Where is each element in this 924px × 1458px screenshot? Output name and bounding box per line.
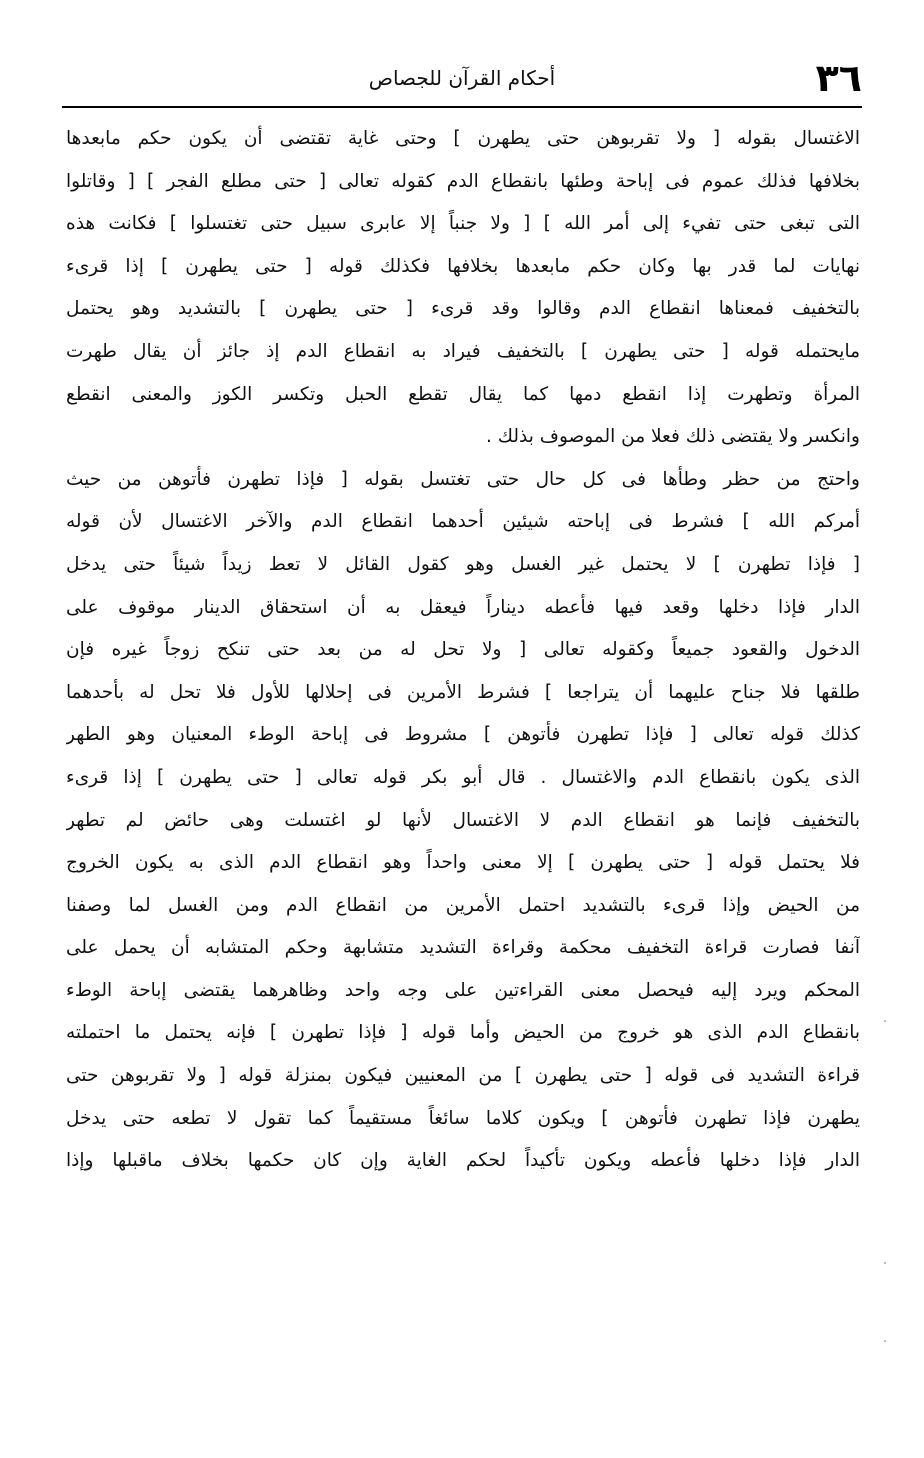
page-header (62, 58, 862, 106)
text-line: الذى يكون بانقطاع الدم والاغتسال . قال أبو بكر قوله تعالى [ حتى يطهرن ] إذا قرىء (66, 766, 860, 788)
text-line: الاغتسال بقوله [ ولا تقربوهن حتى يطهرن ] وحتى غاية تقتضى أن يكون حكم مابعدها (66, 128, 860, 149)
text-line: فلا يحتمل قوله [ حتى يطهرن ] إلا معنى واحداً وهو انقطاع الدم الذى به يكون الخروج (66, 852, 860, 874)
text-line: بانقطاع الدم الذى هو خروج من الحيض وأما قوله [ فإذا تطهرن ] فإنه يحتمل ما احتملته (66, 1022, 860, 1044)
text-line: بالتخفيف فمعناها انقطاع الدم وقالوا وقد قرىء [ حتى يطهرن ] بالتشديد وهو يحتمل (66, 298, 860, 320)
text-line: من الحيض وإذا قرىء بالتشديد احتمل الأمرين من انقطاع الدم ومن الغسل لما وصفنا (66, 894, 860, 916)
text-line: أمركم الله ] فشرط فى إباحته شيئين أحدهما انقطاع الدم والآخر الاغتسال لأن قوله (66, 511, 860, 533)
text-line: [ فإذا تطهرن ] لا يحتمل غير الغسل وهو كقول القائل لا تعط زيداً شيئاً حتى يدخل (66, 553, 860, 575)
text-line: نهايات لما قدر بها وكان حكم مابعدها بخلافها فكذلك قوله [ حتى يطهرن ] إذا قرىء (66, 255, 860, 277)
page-number: ٣٦ (815, 56, 862, 100)
text-line: واحتج من حظر وطأها فى كل حال حتى تغتسل بقوله [ فإذا تطهرن فأتوهن من حيث (66, 468, 860, 490)
text-line: وانكسر ولا يقتضى ذلك فعلا من الموصوف بذلك . (486, 426, 860, 448)
body-text (66, 118, 860, 1183)
text-line: الدار فإذا دخلها فأعطه ويكون تأكيداً لحكم الغاية وإن كان حكمها بخلاف ماقبلها وإذا (66, 1150, 860, 1172)
text-line: مايحتمله قوله [ حتى يطهرن ] بالتخفيف فيراد به انقطاع الدم إذ جائز أن يقال طهرت (66, 340, 860, 362)
running-title: أحكام القرآن للجصاص (368, 66, 556, 90)
text-line: الدخول والقعود جميعاً وكقوله تعالى [ ولا تحل له من بعد حتى تنكح زوجاً غيره فإن (66, 639, 860, 661)
text-line: قراءة التشديد فى قوله [ حتى يطهرن ] من المعنيين فيكون بمنزلة قوله [ ولا تقربوهن حتى (66, 1065, 860, 1087)
text-line: بالتخفيف فإنما هو انقطاع الدم لا الاغتسال لأنها لو اغتسلت وهى حائض لم تطهر (66, 809, 860, 831)
text-line: بخلافها فذلك عموم فى إباحة وطئها بانقطاع الدم كقوله تعالى [ حتى مطلع الفجر ] [ وقاتلوا (66, 170, 860, 192)
text-line: يطهرن فإذا تطهرن فأتوهن ] ويكون كلاما سائغاً مستقيماً كما تقول لا تطعه حتى يدخل (66, 1107, 860, 1129)
scan-speck (884, 1020, 886, 1022)
scan-speck (884, 1262, 886, 1264)
header-divider (62, 106, 862, 108)
text-line: آنفا فصارت قراءة التخفيف محكمة وقراءة التشديد متشابهة وحكم المتشابه أن يحمل على (66, 937, 860, 959)
text-line: كذلك قوله تعالى [ فإذا تطهرن فأتوهن ] مشروط فى إباحة الوطء المعنيان وهو الطهر (66, 724, 860, 746)
text-line: التى تبغى حتى تفيء إلى أمر الله ] [ ولا جنباً إلا عابرى سبيل حتى تغتسلوا ] فكانت هذه (66, 213, 860, 235)
text-line: المرأة وتطهرت إذا انقطع دمها كما يقال تقطع الحبل وتكسر الكوز والمعنى انقطع (66, 383, 860, 405)
scan-speck (884, 1340, 886, 1342)
text-line: المحكم ويرد إليه فيحصل معنى القراءتين على وجه واحد وظاهرهما يقتضى إباحة الوطء (66, 979, 860, 1001)
text-line: الدار فإذا دخلها وقعد فيها فأعطه ديناراً فيعقل به أن استحقاق الدينار موقوف على (66, 596, 860, 618)
text-line: طلقها فلا جناح عليهما أن يتراجعا ] فشرط الأمرين فى إحلالها للأول فلا تحل له بأحدهما (66, 681, 860, 703)
